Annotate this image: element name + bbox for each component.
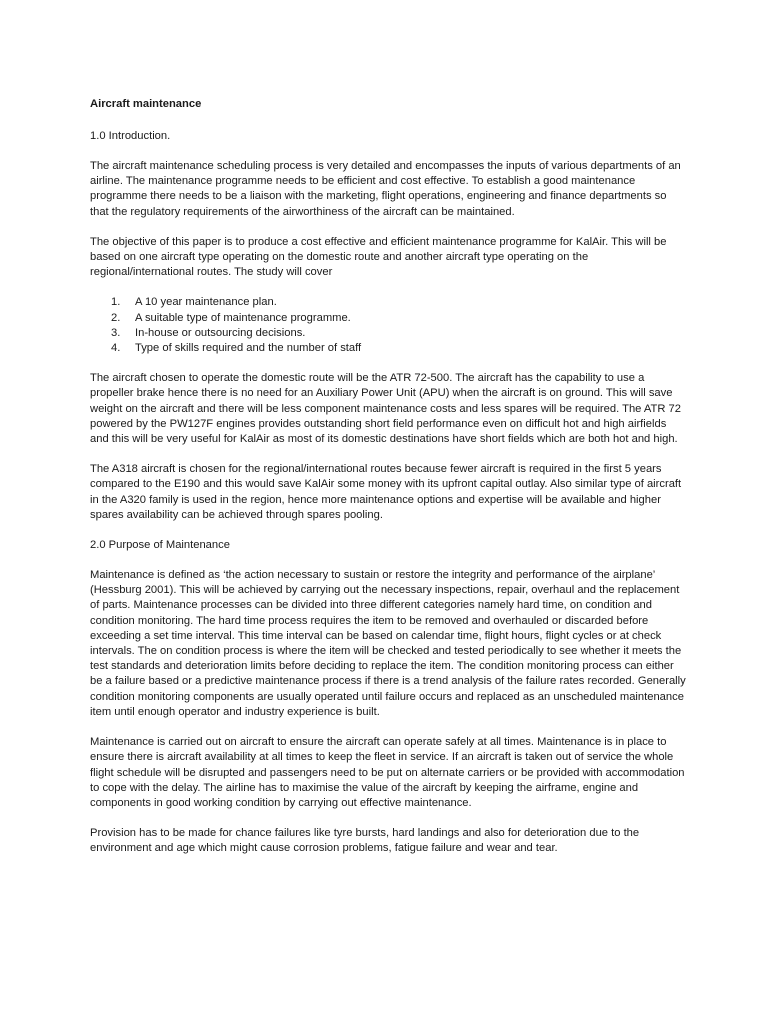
paragraph-intro-4: The A318 aircraft is chosen for the regional/international routes because fewer aircraft is required in the first 5 years compared to the E190 and this would save KalAir some money with its upfront capital outlay. Also similar type of aircraft in the A320 family is used in the region, hence more maintenance options and expertise will be available and higher spares availability can be achieved through spares pooling. — [90, 463, 682, 521]
list-item-text: A 10 year maintenance plan. — [135, 296, 277, 309]
list-item-number: 1. — [111, 296, 121, 309]
paragraph-purpose-1: Maintenance is defined as ‘the action necessary to sustain or restore the integrity and performance of the airplane’ (Hessburg 2001). This will be achieved by carrying out the necessary inspections, repair, overhaul and the replacement of parts. Maintenance processes can be divided into three different categories namely hard time, on condition and condition monitoring. The hard time process requires the item to be removed and overhauled or discarded before exceeding a set time interval. This time interval can be based on calendar time, flight hours, flight cycles or at check intervals. The on condition process is where the item will be checked and tested periodically to see whether it meets the test standards and deterioration limits before deciding to replace the item. The condition monitoring process can either be a failure based or a predictive maintenance process if there is a trend analysis of the failure rates recorded. Generally condition monitoring components are usually operated until failure occurs and replaced as an unscheduled maintenance item until enough operator and industry experience is built. — [90, 569, 686, 718]
list-item — [90, 341, 688, 356]
list-item-text: Type of skills required and the number of staff — [135, 342, 362, 355]
paragraph-intro-1: The aircraft maintenance scheduling process is very detailed and encompasses the inputs of various departments of an airline. The maintenance programme needs to be efficient and cost effective. To establish a good maintenance programme there needs to be a liaison with the marketing, flight operations, engineering and finance departments so that the regulatory requirements of the airworthiness of the aircraft can be maintained. — [90, 160, 681, 218]
section-heading-purpose: 2.0 Purpose of Maintenance — [90, 539, 230, 552]
paragraph-intro-3: The aircraft chosen to operate the domestic route will be the ATR 72-500. The aircraft has the capability to use a propeller brake hence there is no need for an Auxiliary Power Unit (APU) when the aircraft is on ground. This will save weight on the aircraft and there will be less component maintenance costs and less spares will be required. The ATR 72 powered by the PW127F engines provides outstanding short field performance even on difficult hot and high airfields and this will be very useful for KalAir as most of its domestic destinations have short fields which are both hot and high. — [90, 372, 681, 446]
list-item — [90, 295, 688, 310]
list-item-text: A suitable type of maintenance programme. — [135, 311, 351, 324]
list-item — [90, 311, 688, 326]
paragraph-purpose-3: Provision has to be made for chance failures like tyre bursts, hard landings and also for deterioration due to the environment and age which might cause corrosion problems, fatigue failure and wear and tear. — [90, 827, 640, 855]
document-title: Aircraft maintenance — [90, 98, 202, 110]
list-item-number: 3. — [111, 326, 121, 339]
list-item-number: 2. — [111, 311, 121, 324]
list-item-number: 4. — [111, 342, 121, 355]
list-item — [90, 326, 688, 341]
section-heading-introduction: 1.0 Introduction. — [90, 130, 171, 142]
paragraph-purpose-2: Maintenance is carried out on aircraft to ensure the aircraft can operate safely at all times. Maintenance is in place to ensure there is aircraft availability at all times to keep the fleet in service. If an aircraft is taken out of service the whole flight schedule will be disrupted and passengers need to be put on alternate carriers or be provided with accommodation to cope with the delay. The airline has to maximise the value of the aircraft by keeping the airframe, engine and components in good working condition by carrying out effective maintenance. — [90, 736, 685, 809]
study-list — [90, 295, 688, 356]
paragraph-intro-2: The objective of this paper is to produce a cost effective and efficient maintenance programme for KalAir. This will be based on one aircraft type operating on the domestic route and another aircraft type operating on the regional/international routes. The study will cover — [90, 235, 667, 279]
list-item-text: In-house or outsourcing decisions. — [135, 326, 306, 339]
